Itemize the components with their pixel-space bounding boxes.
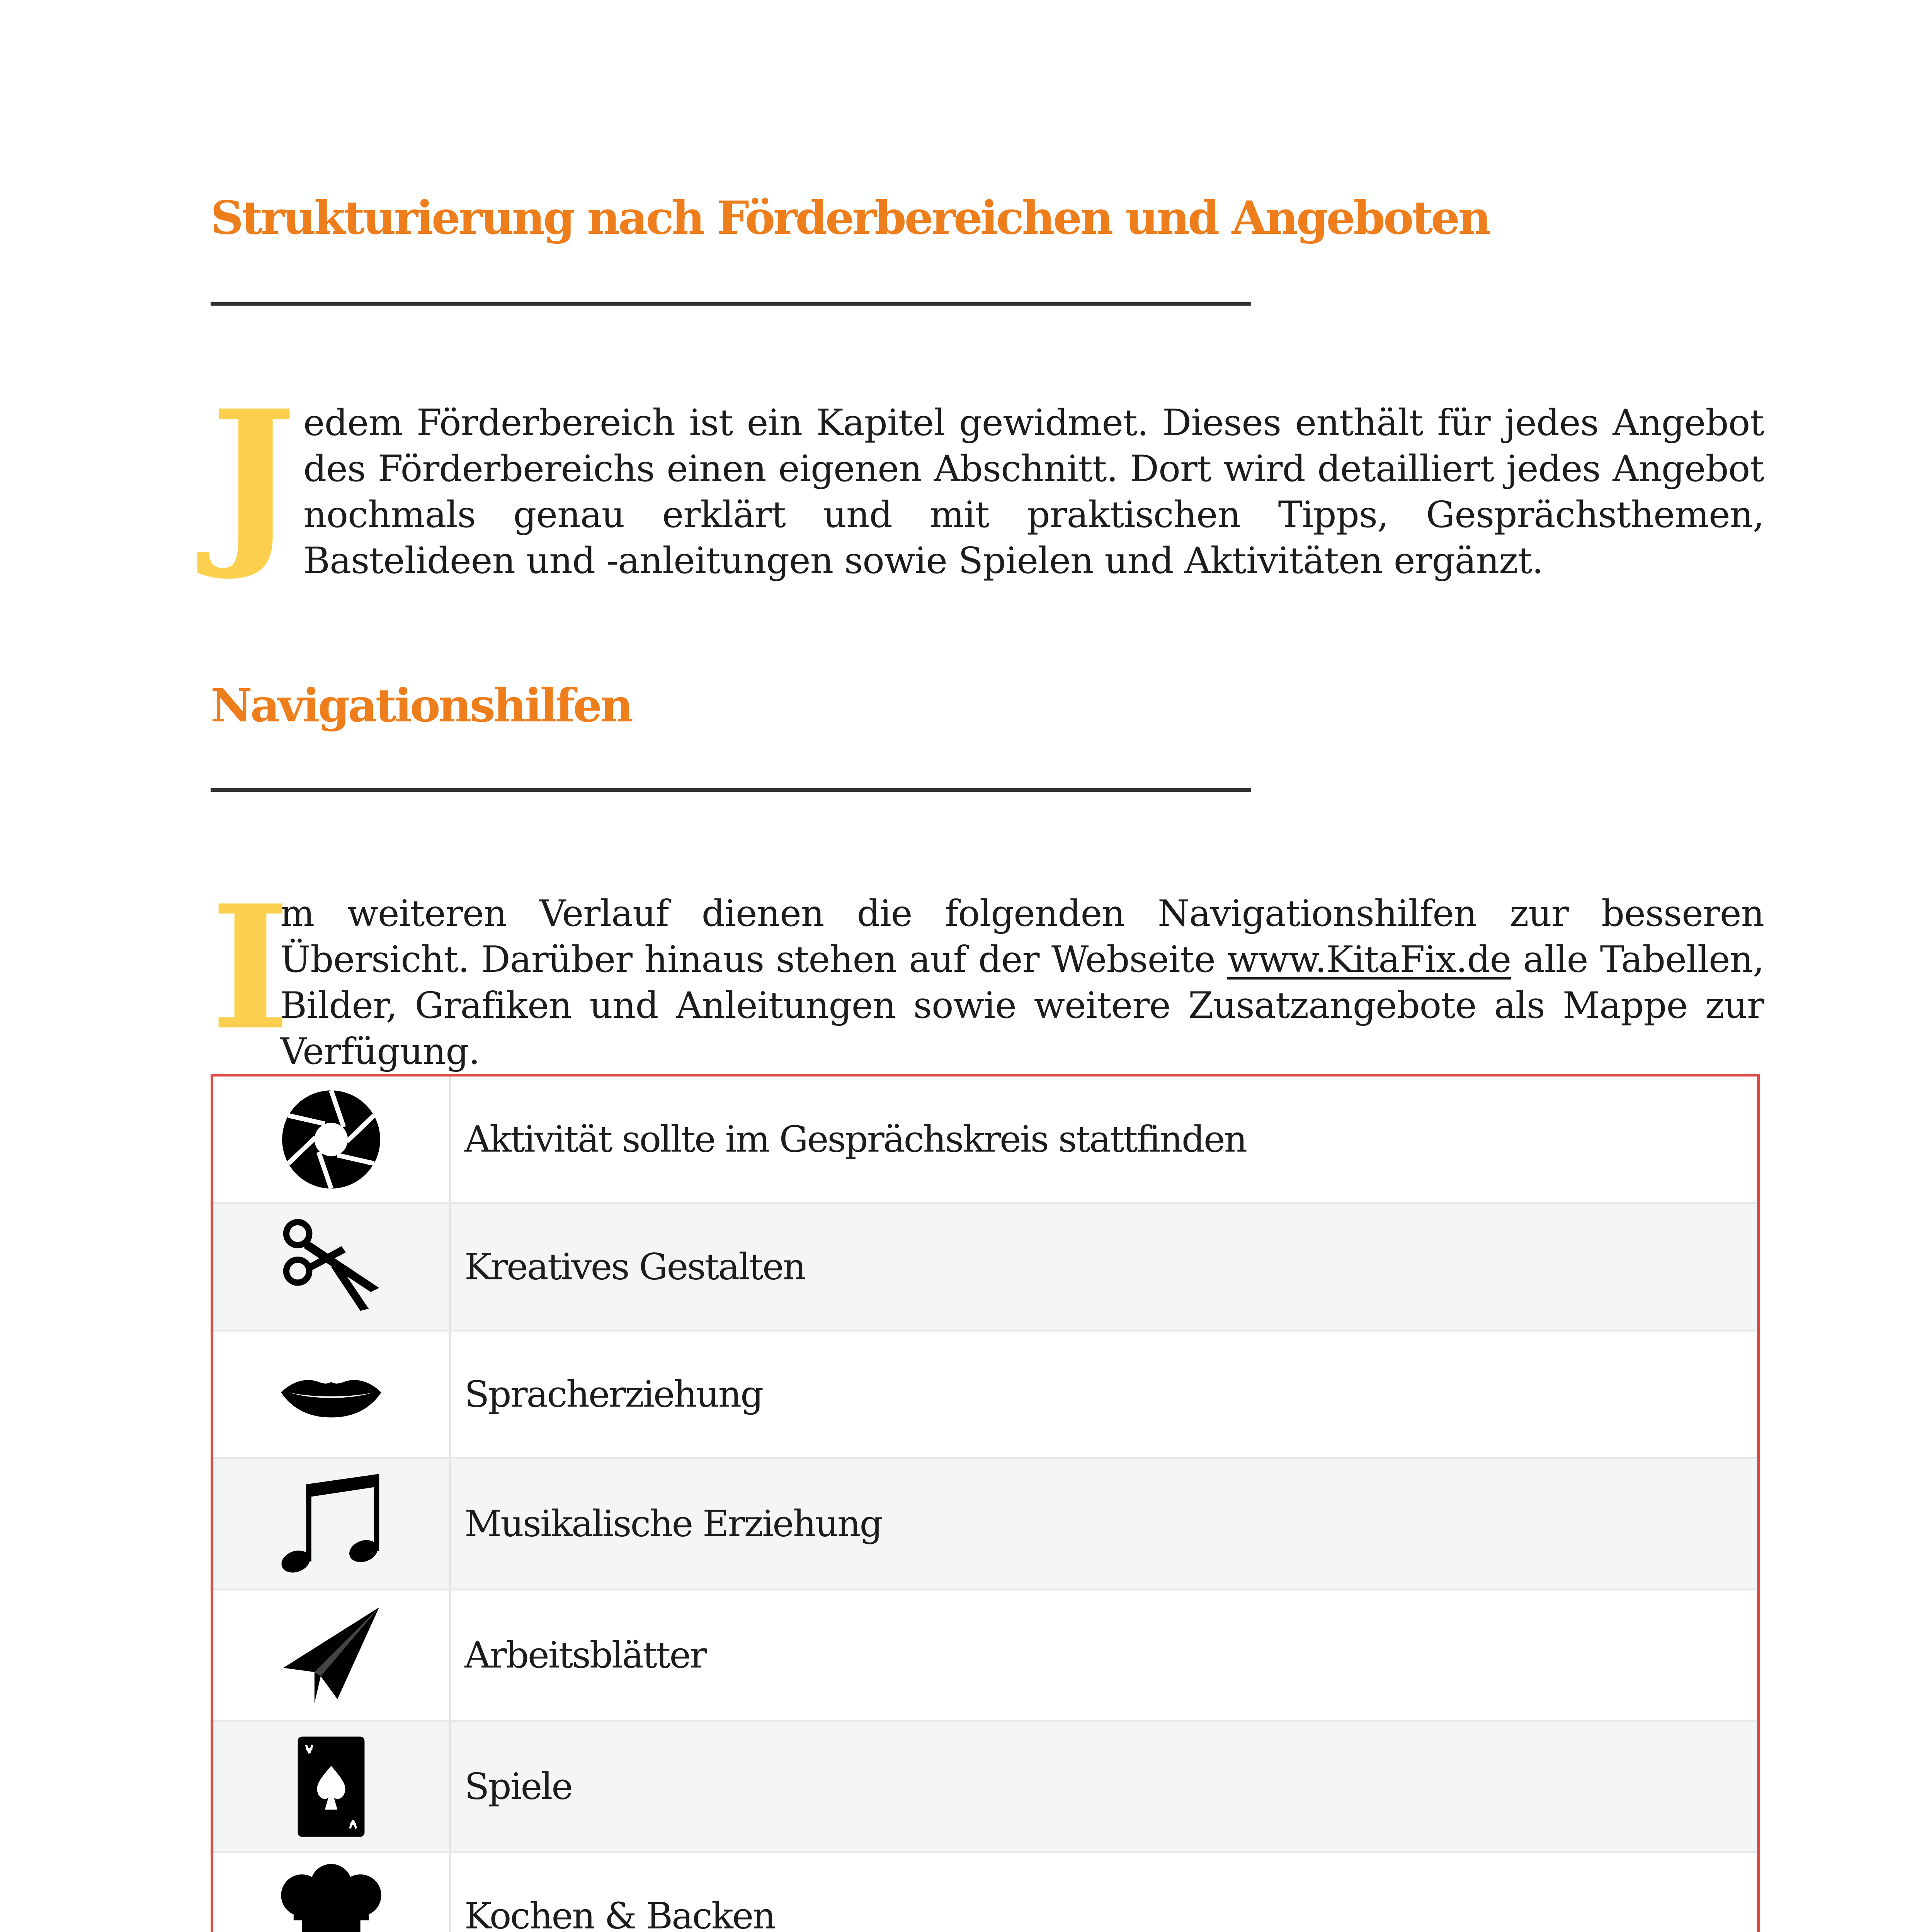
legend-label: Aktivität sollte im Gesprächskreis stattfinden — [464, 1118, 1247, 1160]
legend-row — [213, 1459, 1757, 1590]
legend-label: Kochen & Backen — [464, 1895, 775, 1932]
camera-aperture-icon — [279, 1087, 383, 1192]
legend-row — [213, 1853, 1757, 1932]
legend-icon-cell — [213, 1332, 451, 1457]
playing-card-icon — [279, 1735, 383, 1839]
paper-plane-icon — [279, 1603, 383, 1708]
legend-row — [213, 1332, 1757, 1459]
heading-rule — [211, 788, 1251, 792]
legend-icon-cell — [213, 1459, 451, 1588]
navigation-text: m weiteren Verlauf dienen die folgenden Navigationshilfen zur besseren Übersicht. Darüber hinaus stehen auf der Webseite www.KitaFix.de alle Tabellen, Bilder, Grafiken und Anleitungen sowie weitere Zusatzangebote als Mappe zur Verfügung. — [280, 893, 1764, 1073]
intro-paragraph — [211, 371, 1764, 584]
legend-label: Musikalische Erziehung — [464, 1503, 882, 1545]
legend-icon-cell — [213, 1853, 451, 1932]
legend-label: Spiele — [464, 1765, 572, 1808]
music-note-icon — [279, 1472, 383, 1576]
section-heading-structure: Strukturierung nach Förderbereichen und Angeboten — [211, 191, 1490, 245]
navigation-legend-table — [211, 1074, 1760, 1932]
drop-cap-j: J — [211, 371, 297, 584]
section-heading-navigation: Navigationshilfen — [211, 679, 632, 732]
chef-hat-icon — [279, 1864, 383, 1932]
legend-icon-cell — [213, 1722, 451, 1851]
heading-rule — [211, 302, 1251, 306]
intro-text: edem Förderbereich ist ein Kapitel gewidmet. Dieses enthält für jedes Angebot des Förderbereichs einen eigenen Abschnitt. Dort wird detailliert jedes Angebot nochmals genau erklärt und mit praktischen Tipps, Gesprächsthemen, Bastelideen und -anleitungen sowie Spielen und Aktivitäten ergänzt. — [303, 402, 1764, 582]
legend-label: Kreatives Gestalten — [464, 1246, 805, 1288]
drop-cap-i: I — [211, 868, 290, 1068]
navigation-paragraph — [211, 868, 1764, 1075]
legend-label: Spracherziehung — [464, 1373, 763, 1415]
legend-row — [213, 1077, 1757, 1204]
legend-row — [213, 1722, 1757, 1853]
legend-icon-cell — [213, 1204, 451, 1330]
legend-label: Arbeitsblätter — [464, 1634, 706, 1676]
legend-row — [213, 1204, 1757, 1332]
scissors-icon — [279, 1215, 383, 1319]
legend-icon-cell — [213, 1590, 451, 1720]
legend-icon-cell — [213, 1077, 451, 1202]
kitafix-link[interactable]: www.KitaFix.de — [1227, 939, 1511, 981]
legend-row — [213, 1590, 1757, 1722]
lips-icon — [279, 1342, 383, 1447]
